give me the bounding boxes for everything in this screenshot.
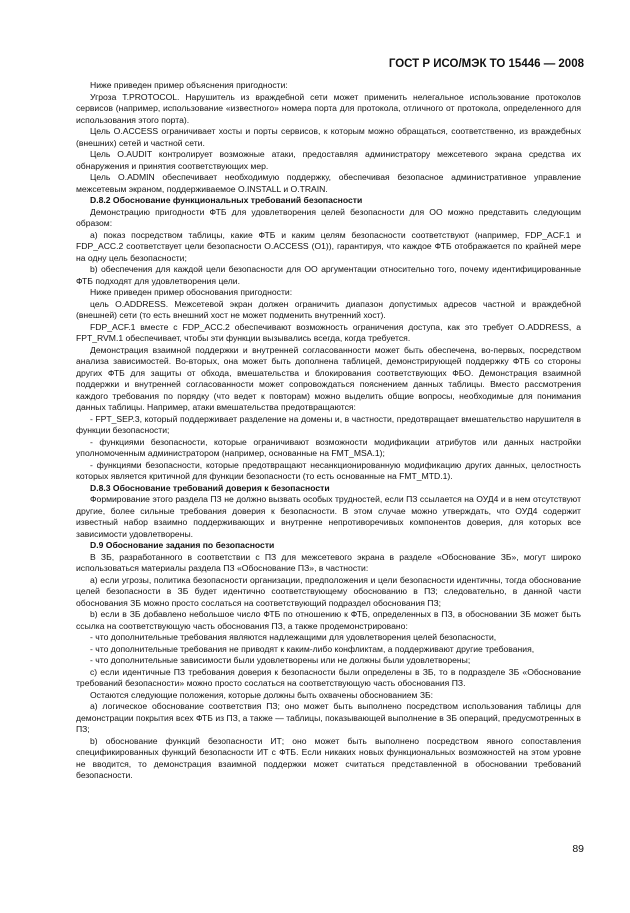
document-body (76, 80, 581, 782)
page-header: ГОСТ Р ИСО/МЭК ТО 15446 — 2008 (388, 58, 584, 70)
section-heading: D.8.3 Обоснование требований доверия к безопасности (90, 482, 330, 493)
paragraph: - что дополнительные зависимости были удовлетворены или не должны были удовлетворены; (90, 655, 471, 665)
paragraph: - что дополнительные требования не приводят к каким-либо конфликтам, а поддерживают другие требования, (90, 643, 535, 654)
paragraph: с) если идентичные ПЗ требования доверия к безопасности были определены в ЗБ, то в подразделе ЗБ «Обоснование требований безопасности» можно просто сослаться на соответствующую часть обоснования ПЗ. (76, 666, 581, 688)
paragraph: b) если в ЗБ добавлено небольшое число ФТБ по отношению к ФТБ, определенных в ПЗ, в обосновании ЗБ может быть ссылка на соответствующую часть обоснования ПЗ, а также продемонстрировано: (76, 609, 581, 631)
paragraph: b) обоснование функций безопасности ИТ; оно может быть выполнено посредством явного сопоставления спецификированных функций безопасности ИТ с ФТБ. Если никаких новых функциональных возможностей на этом уровне не вводится, то демонстрация взаимной поддержки может считаться представленной в обосновании требований безопасности. (76, 735, 581, 780)
paragraph: а) логическое обоснование соответствия ПЗ; оно может быть выполнено посредством использования таблицы для демонстрации покрытия всех ФТБ из ПЗ, а также — таблицы, показывающей выполнение в ЗБ операций, предусмотренных в ПЗ; (76, 701, 581, 734)
paragraph: Угроза T.PROTOCOL. Нарушитель из враждебной сети может применить нелегальное использование протоколов сервисов (например, использование «известного» номера порта для протокола, отличного от протокола, определенного для использования этого порта). (76, 91, 581, 125)
paragraph: Демонстрация взаимной поддержки и внутренней согласованности может быть обеспечена, во-первых, посредством анализа зависимостей. Во-вторых, она может быть дополнена таблицей, демонстрирующей поддержку ФТБ со стороны других ФТБ для защиты от обхода, вмешательства и блокирования соответствующих ФБО. Демонстрация взаимной поддержки и внутренней согласованности может сопровождаться пояснением данных таблицы. Вместо рассмотрения каждого требования по порядку (что ведет к повторам) можно выделить общие вопросы, необходимые для понимания данных таблицы. Например, атаки вмешательства предотвращаются: (76, 344, 581, 412)
paragraph: - что дополнительные требования являются надлежащими для удовлетворения целей безопасности, (90, 632, 497, 642)
page-number: 89 (572, 843, 584, 855)
section-heading: D.9 Обоснование задания по безопасности (90, 540, 275, 550)
paragraph: - функциями безопасности, которые предотвращают несанкционированную модификацию других данных, целостность которых является критичной для функции безопасности (то есть основанные на FMT_MTD.1). (76, 459, 581, 481)
paragraph: Демонстрацию пригодности ФТБ для удовлетворения целей безопасности для ОО можно представить следующим образом: (76, 206, 581, 228)
paragraph: FDP_ACF.1 вместе с FDP_ACC.2 обеспечивают возможность ограничения доступа, как это требует O.ADDRESS, а FPT_RVM.1 обеспечивает, чтобы эти функции вызывались всегда, когда требуется. (76, 321, 581, 343)
paragraph: Цель O.ADMIN обеспечивает необходимую поддержку, обеспечивая безопасное административное управление межсетевым экраном, поддерживаемое O.INSTALL и O.TRAIN. (76, 172, 581, 194)
paragraph: а) если угрозы, политика безопасности организации, предположения и цели безопасности идентичны, тогда обоснование целей безопасности в ЗБ будет идентично соответствующему обоснованию в ПЗ; следовательно, в данной части обоснования ЗБ можно просто сослаться на соответствующий подраздел обоснования ПЗ; (76, 574, 581, 608)
paragraph: Формирование этого раздела ПЗ не должно вызвать особых трудностей, если ПЗ ссылается на ОУД4 и в нем отсутствуют другие, более сильные требования доверия к безопасности. В этом случае можно утверждать, что ОУД4 содержит известный набор взаимно поддерживающих и внутренне непротиворечивых компонентов доверия, для которых все зависимости удовлетворены. (76, 494, 581, 539)
paragraph: - функциями безопасности, которые ограничивают возможности модификации атрибутов или данных настройки уполномоченным администратором (например, основанные на FMT_MSA.1); (76, 436, 581, 458)
paragraph: Остаются следующие положения, которые должны быть охвачены обоснованием ЗБ: (90, 689, 434, 700)
paragraph: Цель O.ACCESS ограничивает хосты и порты сервисов, к которым можно обращаться, соответственно, из враждебных (внешних) сетей и частной сети. (76, 126, 581, 148)
paragraph: В ЗБ, разработанного в соответствии с ПЗ для межсетевого экрана в разделе «Обоснование ЗБ», могут широко использоваться материалы раздела ПЗ «Обоснование ПЗ», в частности: (76, 551, 581, 573)
paragraph: цель O.ADDRESS. Межсетевой экран должен ограничить диапазон допустимых адресов частной и враждебной (внешней) сети (то есть внешний хост не может подменить внутренний хост). (76, 298, 581, 320)
paragraph: Цель O.AUDIT контролирует возможные атаки, предоставляя администратору межсетевого экрана средства их обнаружения и принятия соответствующих мер. (76, 149, 581, 171)
paragraph: - FPT_SEP.3, который поддерживает разделение на домены и, в частности, предотвращает вмешательство нарушителя в функции безопасности; (76, 413, 581, 435)
paragraph: b) обеспечения для каждой цели безопасности для ОО аргументации относительно того, почему идентифицированные ФТБ подходят для удовлетворения цели. (76, 264, 581, 286)
paragraph: Ниже приведен пример обоснования пригодности: (90, 287, 293, 297)
paragraph: Ниже приведен пример объяснения пригодности: (90, 80, 288, 90)
paragraph: a) показ посредством таблицы, какие ФТБ и каким целям безопасности соответствуют (например, FDP_ACF.1 и FDP_ACC.2 соответствует цели безопасности O.ACCESS (O1)), гарантируя, что каждое ФТБ отображается по крайней мере на одну цель безопасности; (76, 229, 581, 263)
section-heading: D.8.2 Обоснование функциональных требований безопасности (90, 195, 363, 205)
